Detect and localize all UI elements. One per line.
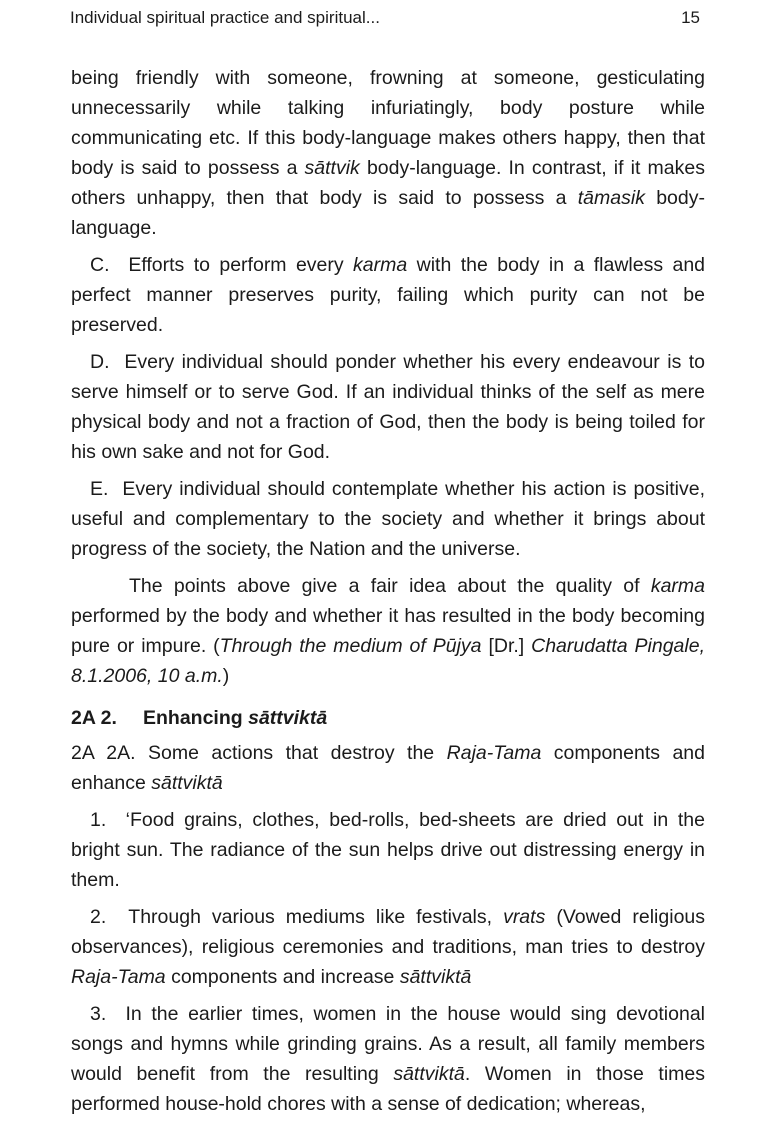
point-e-label: E. [90, 478, 109, 500]
page-body [71, 63, 705, 1126]
running-title: Individual spiritual practice and spiritual... [70, 8, 380, 27]
page-number: 15 [681, 8, 700, 27]
point-d-label: D. [90, 351, 110, 373]
point-c: C. Efforts to perform every karma with the body in a flawless and perfect manner preserves purity, failing which purity can not be preserved. [71, 254, 706, 336]
list-item-3-label: 3. [90, 1003, 107, 1025]
page-header [70, 8, 700, 28]
list-item-3: 3. In the earlier times, women in the house would sing devotional songs and hymns while grinding grains. As a result, all family members would benefit from the resulting sāttviktā. Women in those times performed house-hold chores with a sense of dedication; whereas, [71, 1003, 705, 1115]
section-number: 2A 2. [71, 707, 117, 729]
point-d: D. Every individual should ponder whether his every endeavour is to serve himself or to serve God. If an individual thinks of the self as mere physical body and not a fraction of God, then the body is being toiled for his own sake and not for God. [71, 351, 706, 463]
paragraph-body-language: being friendly with someone, frowning at someone, gesticulating unnecessarily while talking infuriatingly, body posture while communicating etc. If this body-language makes others happy, then that body is said to possess a sāttvik body-language. In contrast, if it makes others unhappy, then that body is said to possess a tāmasik body-language. [71, 67, 705, 239]
list-item-2: 2. Through various mediums like festivals, vrats (Vowed religious observances), religious ceremonies and traditions, man tries to destroy Raja-Tama components and increase sāttviktā [71, 906, 706, 988]
point-c-label: C. [90, 254, 110, 276]
list-item-1-label: 1. [90, 809, 107, 831]
list-item-2-label: 2. [90, 906, 107, 928]
subsection-heading: 2A 2A. Some actions that destroy the Raja-Tama components and enhance sāttviktā [71, 742, 705, 794]
summary-paragraph: The points above give a fair idea about the quality of karma performed by the body and whether it has resulted in the body becoming pure or impure. (Through the medium of Pūjya [Dr.] Charudatta Pingale, 8.1.2006, 10 a.m.) [71, 575, 706, 687]
point-e: E. Every individual should contemplate whether his action is positive, useful and complementary to the society and whether it brings about progress of the society, the Nation and the universe. [71, 478, 705, 560]
list-item-1: 1. ‘Food grains, clothes, bed-rolls, bed-sheets are dried out in the bright sun. The radiance of the sun helps drive out distressing energy in them. [71, 809, 705, 891]
section-heading: 2A 2. Enhancing sāttviktā [71, 703, 705, 733]
